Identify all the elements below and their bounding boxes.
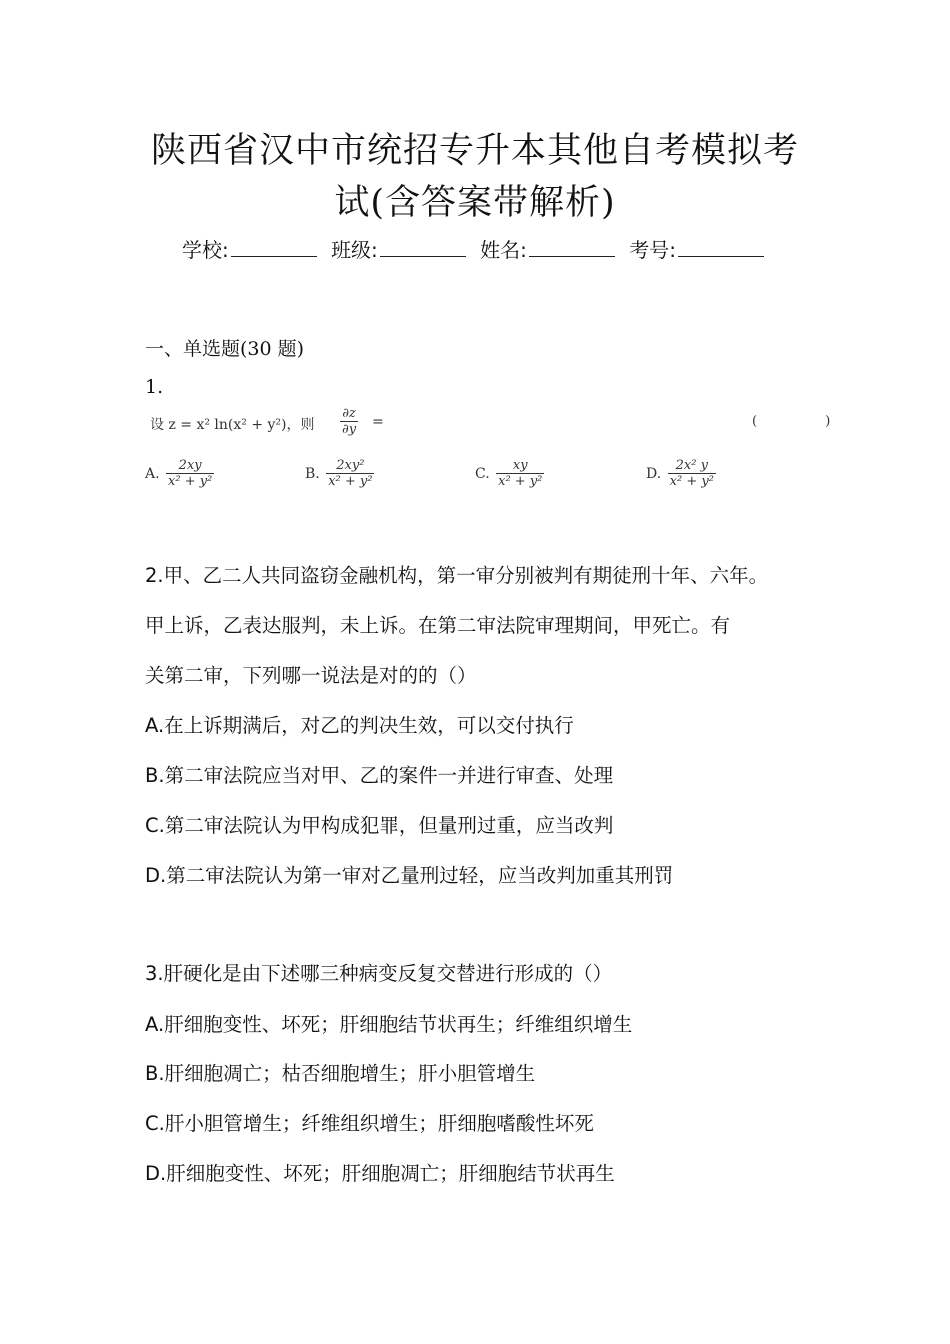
question-1-option-b: [305, 458, 374, 489]
question-1-option-d: [646, 458, 716, 489]
school-label: 学校:: [181, 238, 229, 262]
option-label: B.: [305, 465, 320, 482]
question-2-option-b: B.第二审法院应当对甲、乙的案件一并进行审查、处理: [145, 764, 614, 787]
option-label: D.: [646, 465, 662, 482]
question-3-option-a: A.肝细胞变性、坏死；肝细胞结节状再生；纤维组织增生: [145, 1013, 633, 1036]
question-2-option-d: D.第二审法院认为第一审对乙量刑过轻，应当改判加重其刑罚: [145, 864, 674, 887]
answer-parenthesis: ( ): [752, 414, 863, 429]
question-1-option-a: [145, 458, 214, 489]
option-fraction: [668, 458, 716, 489]
question-1-number: 1.: [145, 376, 164, 398]
fraction-denominator: x² + y²: [328, 474, 373, 489]
option-fraction: [166, 458, 214, 489]
question-2-option-a: A.在上诉期满后，对乙的判决生效，可以交付执行: [145, 714, 574, 737]
question-3-option-c: C.肝小胆管增生；纤维组织增生；肝细胞嗜酸性坏死: [145, 1112, 594, 1135]
name-blank: [529, 238, 615, 257]
option-fraction: [326, 458, 374, 489]
fraction-numerator: xy: [512, 458, 528, 473]
question-2-stem-line-3: 关第二审，下列哪一说法是对的的（）: [145, 664, 477, 687]
question-1-option-c: [475, 458, 544, 489]
question-1-stem-prefix: 设 z = x² ln(x² + y²)，则: [150, 417, 315, 433]
section-heading: 一、单选题(30 题): [145, 338, 305, 360]
question-3-option-d: D.肝细胞变性、坏死；肝细胞凋亡；肝细胞结节状再生: [145, 1162, 615, 1185]
fraction-denominator: x² + y²: [498, 474, 543, 489]
question-2-stem-line-2: 甲上诉，乙表达服判，未上诉。在第二审法院审理期间，甲死亡。有: [145, 614, 731, 637]
student-info-row: [0, 236, 950, 264]
exam-no-blank: [678, 238, 764, 257]
fraction-denominator: ∂y: [342, 422, 357, 437]
option-label: A.: [145, 465, 160, 482]
fraction-denominator: x² + y²: [168, 474, 213, 489]
school-blank: [231, 238, 317, 257]
fraction-numerator: ∂z: [342, 406, 356, 421]
class-blank: [380, 238, 466, 257]
question-1-partial-derivative: [340, 406, 358, 437]
question-2-option-c: C.第二审法院认为甲构成犯罪，但量刑过重，应当改判: [145, 814, 614, 837]
question-2-stem-line-1: 2.甲、乙二人共同盗窃金融机构，第一审分别被判有期徒刑十年、六年。: [145, 564, 769, 587]
question-1-stem-suffix: =: [372, 414, 384, 430]
fraction-denominator: x² + y²: [669, 474, 714, 489]
option-label: C.: [475, 465, 490, 482]
question-3-stem: 3.肝硬化是由下述哪三种病变反复交替进行形成的（）: [145, 962, 613, 985]
exam-no-label: 考号:: [629, 238, 677, 262]
page-title-line-1: 陕西省汉中市统招专升本其他自考模拟考: [150, 131, 799, 171]
class-label: 班级:: [331, 238, 378, 262]
option-fraction: [496, 458, 544, 489]
fraction-numerator: 2x² y: [675, 458, 708, 473]
fraction-numerator: 2xy²: [336, 458, 365, 473]
page-title-line-2: 试(含答案带解析): [334, 183, 616, 223]
fraction-numerator: 2xy: [178, 458, 202, 473]
name-label: 姓名:: [480, 238, 527, 262]
question-3-option-b: B.肝细胞凋亡；枯否细胞增生；肝小胆管增生: [145, 1062, 536, 1085]
